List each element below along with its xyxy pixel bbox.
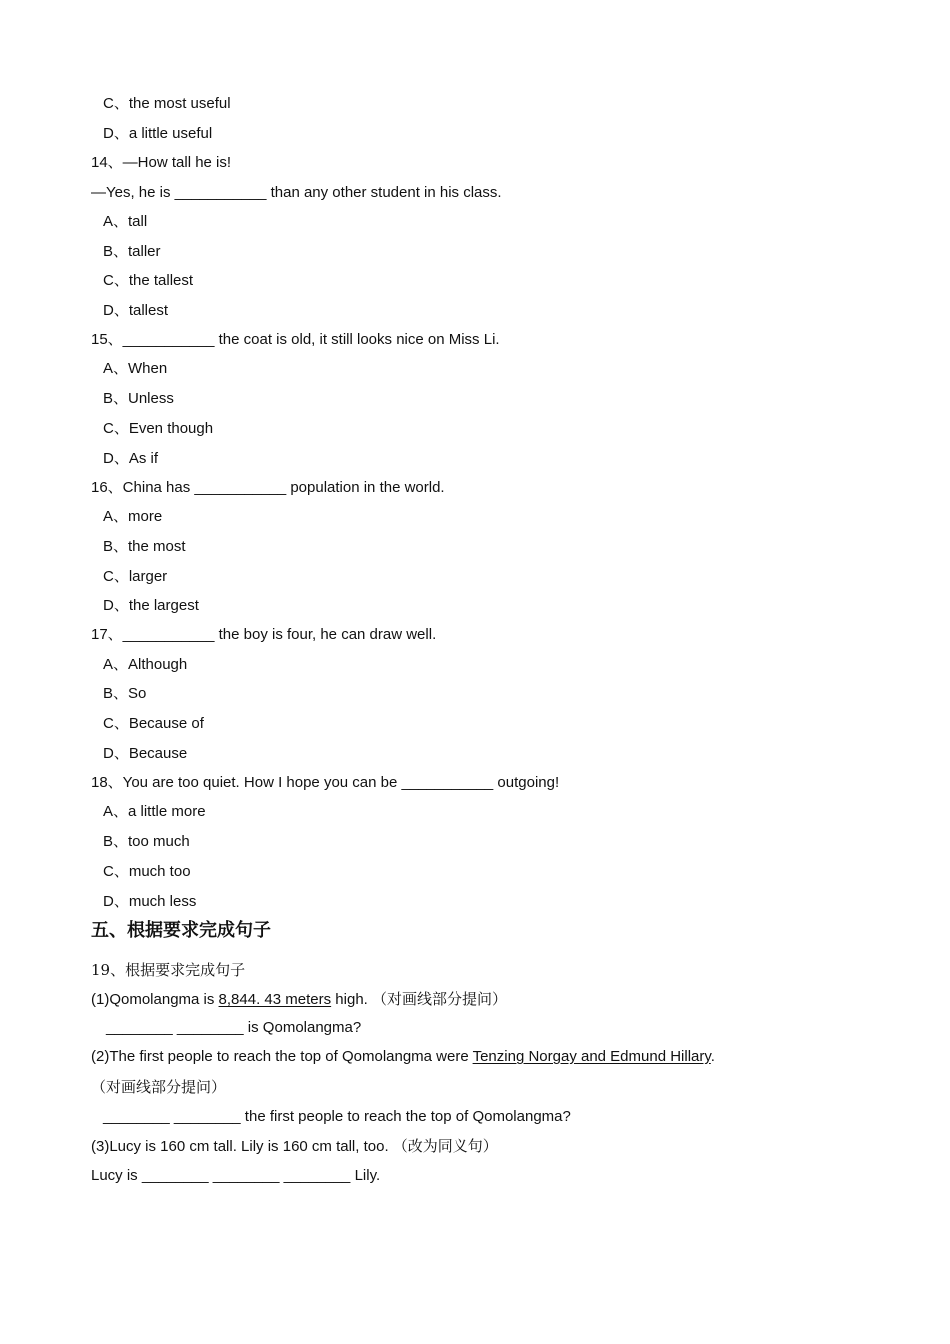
q18-option-c: C、much too — [103, 863, 191, 880]
q19-part2-instruction: （对画线部分提问） — [91, 1078, 227, 1096]
q16-option-b: B、the most — [103, 538, 186, 555]
section-5-title: 五、根据要求完成句子 — [91, 920, 271, 941]
q16-stem: 16、China has ___________ population in the world. — [91, 479, 445, 496]
q15-option-a: A、When — [103, 360, 168, 377]
q14-stem-line2: —Yes, he is ___________ than any other student in his class. — [91, 184, 502, 201]
q18-stem: 18、You are too quiet. How I hope you can be ___________ outgoing! — [91, 774, 560, 791]
q19-part2-suffix: . — [710, 1048, 715, 1065]
q15-option-c: C、Even though — [103, 420, 214, 437]
q19-part1-instruction: （对画线部分提问） — [372, 990, 508, 1008]
q19-part2-underlined: Tenzing Norgay and Edmund Hillary — [472, 1048, 711, 1065]
q19-part1-prefix: (1)Qomolangma is — [91, 991, 219, 1008]
q19-part3-instruction: （改为同义句） — [392, 1137, 498, 1155]
q16-option-a: A、more — [103, 508, 163, 525]
q19-part3 — [91, 1136, 498, 1157]
q19-part3-text: (3)Lucy is 160 cm tall. Lily is 160 cm tall, too. — [91, 1138, 389, 1155]
q19-part2 — [91, 1047, 715, 1067]
q17-option-a: A、Although — [103, 656, 188, 673]
q19-part1-answer: ________ ________ is Qomolangma? — [106, 1019, 362, 1036]
q17-option-d: D、Because — [103, 745, 188, 762]
q14-option-d: D、tallest — [103, 302, 169, 319]
q13-option-d: D、a little useful — [103, 125, 213, 142]
q18-option-d: D、much less — [103, 893, 197, 910]
q15-option-d: D、As if — [103, 450, 159, 467]
q17-option-b: B、So — [103, 685, 147, 702]
q19-stem: 19、根据要求完成句子 — [91, 961, 246, 979]
q19-part1-underlined: 8,844. 43 meters — [218, 991, 332, 1008]
q13-option-c: C、the most useful — [103, 95, 231, 112]
q14-option-a: A、tall — [103, 213, 148, 230]
q19-part2-answer: ________ ________ the first people to reach the top of Qomolangma? — [103, 1108, 571, 1125]
q14-option-b: B、taller — [103, 243, 161, 260]
q18-option-a: A、a little more — [103, 803, 206, 820]
q15-stem: 15、___________ the coat is old, it still looks nice on Miss Li. — [91, 331, 500, 348]
q17-stem: 17、___________ the boy is four, he can draw well. — [91, 626, 437, 643]
q18-option-b: B、too much — [103, 833, 190, 850]
q19-part3-answer: Lucy is ________ ________ ________ Lily. — [91, 1167, 381, 1184]
q16-option-d: D、the largest — [103, 597, 199, 614]
q17-option-c: C、Because of — [103, 715, 204, 732]
q19-part2-prefix: (2)The first people to reach the top of Qomolangma were — [91, 1048, 473, 1065]
q16-option-c: C、larger — [103, 568, 168, 585]
q19-part1 — [91, 989, 507, 1010]
q19-part1-suffix: high. — [335, 991, 368, 1008]
q14-option-c: C、the tallest — [103, 272, 194, 289]
q14-stem-line1: 14、—How tall he is! — [91, 154, 232, 171]
q15-option-b: B、Unless — [103, 390, 174, 407]
